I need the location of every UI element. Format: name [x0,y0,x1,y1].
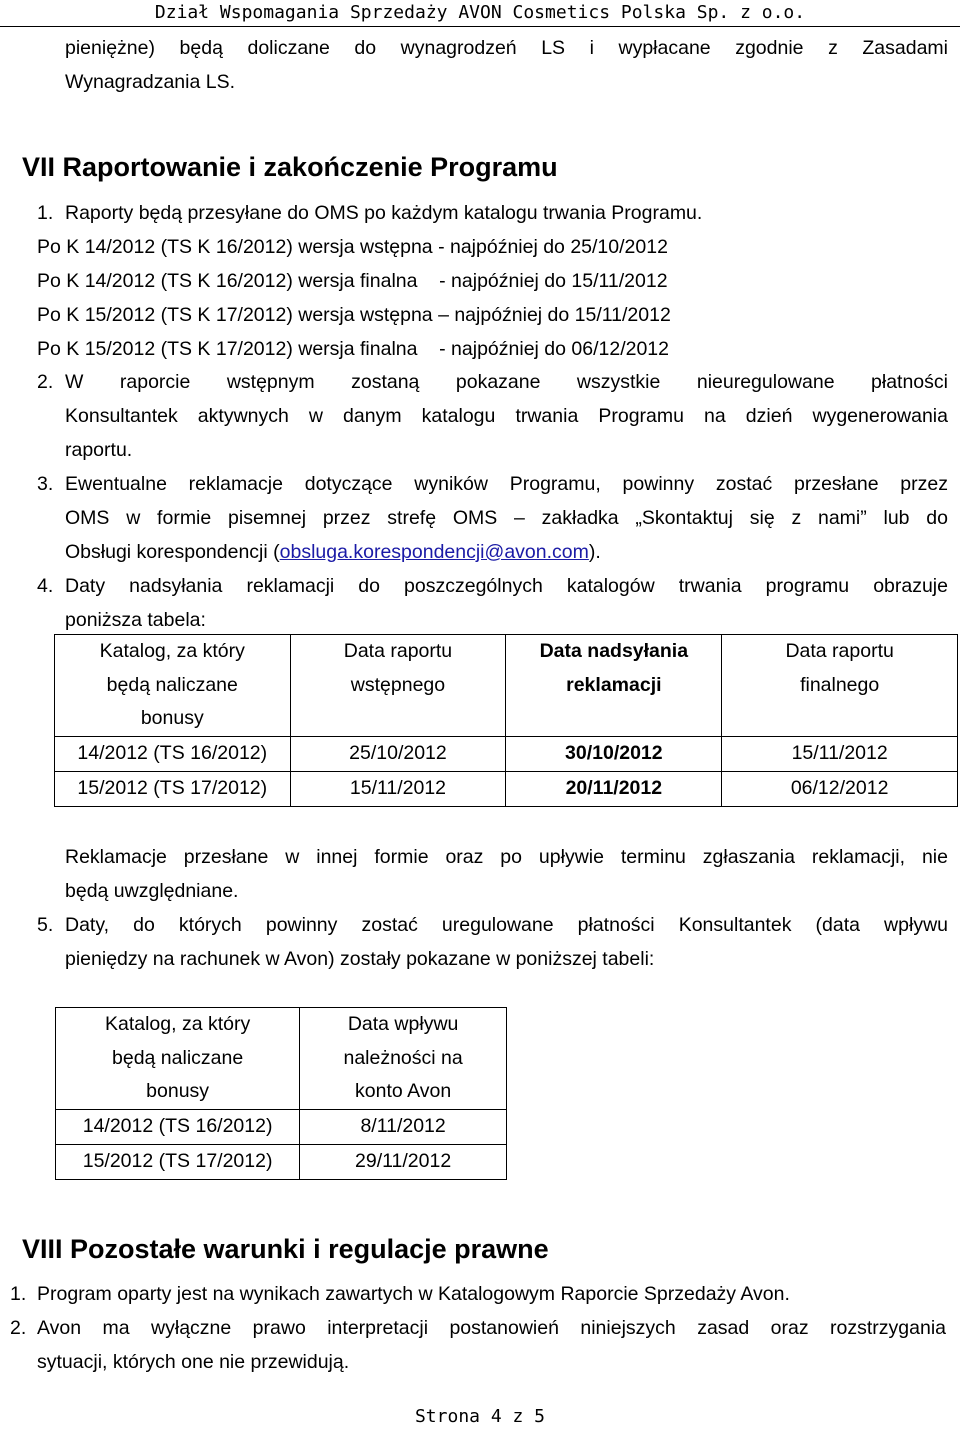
table-header-cell: Katalog, za który będą naliczane bonusy [55,635,291,737]
header-divider [0,26,960,27]
table-header-row [56,1008,507,1110]
item-4-line-1: Daty nadsyłania reklamacji do poszczególnych katalogów trwania programu obrazuje [65,575,948,597]
schedule-line-4: Po K 15/2012 (TS K 17/2012) wersja finalna - najpóźniej do 06/12/2012 [37,338,669,360]
item-3-prefix: Obsługi korespondencji ( [65,541,280,563]
item-5-line-2: pieniędzy na rachunek w Avon) zostały pokazane w poniższej tabeli: [65,948,655,970]
page-number: Strona 4 z 5 [414,1406,546,1427]
table-row [56,1144,507,1179]
item-3-number: 3. [37,473,54,495]
table-cell: 15/11/2012 [722,736,958,771]
item-3-line-3 [65,540,601,564]
section-7-title: VII Raportowanie i zakończenie Programu [22,152,558,182]
complaints-table [54,634,958,807]
intro-line-1: pieniężne) będą doliczane do wynagrodzeń LS i wypłacane zgodnie z Zasadami [65,37,948,59]
table-header-cell: Data wpływu należności na konto Avon [300,1008,507,1110]
item-3-line-1: Ewentualne reklamacje dotyczące wyników Programu, powinny zostać przesłane przez [65,473,948,495]
item-4-line-2: poniższa tabela: [65,609,206,631]
section-8-title: VIII Pozostałe warunki i regulacje prawne [22,1234,549,1264]
table-cell: 25/10/2012 [290,736,506,771]
item-2-number: 2. [37,371,54,393]
table-header-cell: Katalog, za który będą naliczane bonusy [56,1008,300,1110]
item-3-line-2: OMS w formie pisemnej przez strefę OMS – zakładka „Skontaktuj się z nami” lub do [65,507,948,529]
item-3-suffix: ). [588,541,601,563]
item-1-number: 1. [37,202,54,224]
section-8-item-2-line-1: Avon ma wyłączne prawo interpretacji postanowień niniejszych zasad oraz rozstrzygania [37,1317,946,1339]
table-header-cell: Data nadsyłania reklamacji [506,635,722,737]
complaints-note-line-2: będą uwzględniane. [65,880,239,902]
table-row [56,1109,507,1144]
complaints-note-line-1: Reklamacje przesłane w innej formie oraz po upływie terminu zgłaszania reklamacji, nie [65,846,948,868]
table-row [55,771,958,806]
intro-line-2: Wynagradzania LS. [65,71,236,93]
schedule-line-2: Po K 14/2012 (TS K 16/2012) wersja finalna - najpóźniej do 15/11/2012 [37,270,668,292]
table-cell: 29/11/2012 [300,1144,507,1179]
page-header: Dział Wspomagania Sprzedaży AVON Cosmetics Polska Sp. z o.o. [154,2,806,23]
table-row [55,736,958,771]
item-2-line-1: W raporcie wstępnym zostaną pokazane wszystkie nieuregulowane płatności [65,371,948,393]
section-8-item-1-number: 1. [10,1283,27,1305]
item-2-line-3: raportu. [65,439,133,461]
table-cell: 20/11/2012 [506,771,722,806]
table-cell: 8/11/2012 [300,1109,507,1144]
item-5-number: 5. [37,914,54,936]
table-cell: 15/11/2012 [290,771,506,806]
item-2-line-2: Konsultantek aktywnych w danym katalogu trwania Programu na dzień wygenerowania [65,405,948,427]
item-1-text: Raporty będą przesyłane do OMS po każdym katalogu trwania Programu. [65,202,703,224]
table-header-cell: Data raportu finalnego [722,635,958,737]
support-email-link[interactable]: obsluga.korespondencji@avon.com [279,541,589,563]
table-cell: 14/2012 (TS 16/2012) [55,736,291,771]
table-cell: 14/2012 (TS 16/2012) [56,1109,300,1144]
table-cell: 15/2012 (TS 17/2012) [56,1144,300,1179]
payments-table [55,1007,507,1180]
item-4-number: 4. [37,575,54,597]
schedule-line-1: Po K 14/2012 (TS K 16/2012) wersja wstępna - najpóźniej do 25/10/2012 [37,236,668,258]
section-8-item-2-number: 2. [10,1317,27,1339]
table-cell: 15/2012 (TS 17/2012) [55,771,291,806]
schedule-line-3: Po K 15/2012 (TS K 17/2012) wersja wstępna – najpóźniej do 15/11/2012 [37,304,671,326]
table-cell: 06/12/2012 [722,771,958,806]
section-8-item-2-line-2: sytuacji, których one nie przewidują. [37,1351,350,1373]
table-header-cell: Data raportu wstępnego [290,635,506,737]
table-header-row [55,635,958,737]
table-cell: 30/10/2012 [506,736,722,771]
item-5-line-1: Daty, do których powinny zostać uregulowane płatności Konsultantek (data wpływu [65,914,948,936]
section-8-item-1-text: Program oparty jest na wynikach zawartych w Katalogowym Raporcie Sprzedaży Avon. [37,1283,790,1305]
